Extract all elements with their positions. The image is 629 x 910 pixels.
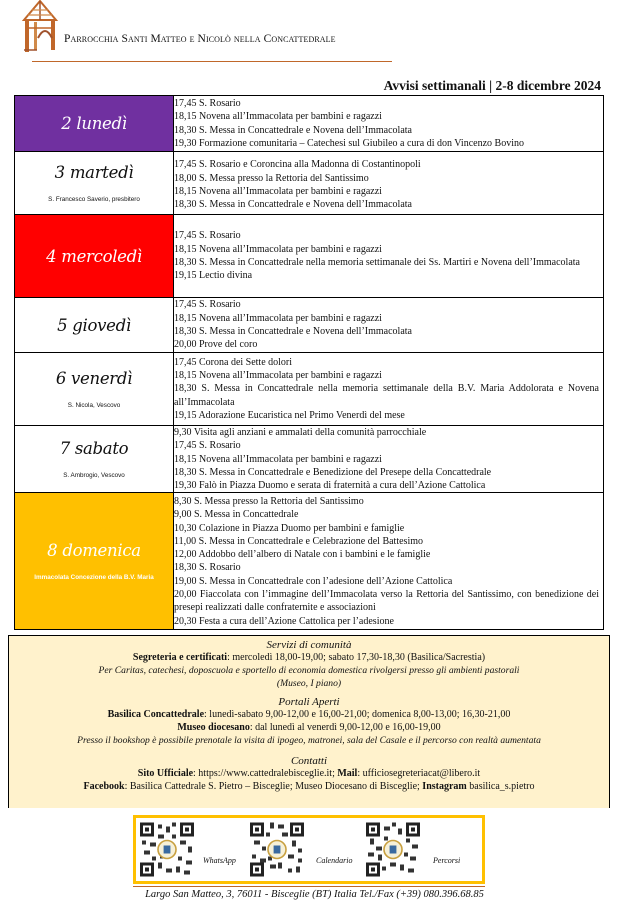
event-item: 9,30 Visita agli anziani e ammalati della comunità parrocchiale — [174, 427, 427, 438]
header-divider — [32, 61, 392, 62]
schedule-row-tuesday — [15, 152, 604, 215]
website-mail-line — [9, 767, 609, 780]
events-cell — [174, 493, 604, 630]
event-item: 18,30 S. Messa in Concattedrale e Novena dell’Immacolata — [174, 124, 412, 136]
event-item: 17,45 S. Rosario e Coroncina alla Madonna di Costantinopoli — [174, 159, 421, 171]
secretariat-label: Segreteria e certificati — [132, 652, 228, 663]
qr-label-calendario: Calendario — [316, 856, 353, 865]
day-cell — [15, 298, 174, 353]
saint-of-day: S. Francesco Saverio, presbitero — [48, 196, 140, 203]
event-item: 19,15 Adorazione Eucaristica nel Primo Venerdì del mese — [174, 409, 405, 421]
saint-of-day: Immacolata Concezione della B.V. Maria — [34, 574, 154, 582]
event-item: 18,30 S. Messa in Concattedrale e Novena dell’Immacolata — [174, 326, 412, 337]
event-item: 19,00 S. Messa in Concattedrale con l’adesione dell’Azione Cattolica — [174, 575, 453, 587]
museum-label: Museo diocesano — [177, 722, 250, 733]
mail-label: Mail — [337, 768, 358, 779]
facebook-value[interactable]: : Basilica Cattedrale S. Pietro – Bisceglie; Museo Diocesano di Bisceglie; — [124, 781, 423, 792]
event-item: 18,15 Novena all’Immacolata per bambini e ragazzi — [174, 312, 382, 324]
event-item: 17,45 S. Rosario — [174, 440, 241, 452]
schedule-row-thursday — [15, 298, 604, 353]
basilica-label: Basilica Concattedrale — [107, 709, 205, 720]
church-roof-logo-icon — [20, 0, 60, 54]
day-cell — [15, 215, 174, 298]
schedule-row-wednesday — [15, 215, 604, 298]
event-item: 18,15 Novena all’Immacolata per bambini e ragazzi — [174, 111, 382, 123]
saint-of-day: S. Nicola, Vescovo — [67, 402, 121, 409]
event-item: 19,30 Formazione comunitaria – Catechesi sul Giubileo a cura di don Vincenzo Bovino — [174, 137, 524, 149]
event-item: 18,30 S. Rosario — [174, 562, 241, 574]
facebook-label: Facebook — [83, 781, 125, 792]
museum-hours — [9, 721, 609, 734]
instagram-label: Instagram — [422, 781, 467, 792]
event-item: 8,30 S. Messa presso la Rettoria del Santissimo — [174, 496, 364, 507]
event-item: 20,00 Fiaccolata con l’immagine dell’Immacolata verso la Rettoria del Santissimo, con benedizione dei presepi realizzati dalle confraternite e associazioni — [174, 589, 599, 614]
day-name: 3 martedì — [54, 163, 134, 182]
day-name: 6 venerdì — [55, 369, 133, 388]
day-cell — [15, 96, 174, 152]
day-cell — [15, 353, 174, 426]
event-item: 10,30 Colazione in Piazza Duomo per bambini e famiglie — [174, 522, 405, 534]
event-item: 17,45 S. Rosario — [174, 230, 241, 242]
event-item: 20,30 Festa a cura dell’Azione Cattolica per l’adesione — [174, 615, 394, 627]
mail-link[interactable]: : ufficiosegreteriacat@libero.it — [357, 768, 481, 779]
event-item: 18,15 Novena all’Immacolata per bambini e ragazzi — [174, 370, 382, 382]
museum-value: : dal lunedì al venerdì 9,00-12,00 e 16,00-19,00 — [249, 722, 441, 733]
events-cell — [174, 426, 604, 493]
week-title: Avvisi settimanali | 2-8 dicembre 2024 — [383, 78, 601, 93]
saint-of-day: S. Ambrogio, Vescovo — [63, 472, 125, 480]
caritas-location: (Museo, I piano) — [276, 678, 342, 689]
secretariat-value: : mercoledì 18,00-19,00; sabato 17,30-18,30 (Basilica/Sacrestia) — [227, 652, 486, 663]
event-item: 19,30 Falò in Piazza Duomo e serata di fraternità a cura dell’Azione Cattolica — [174, 480, 486, 492]
day-cell — [15, 493, 174, 630]
day-name: 2 lunedì — [61, 114, 127, 133]
qr-code-icon[interactable] — [250, 822, 304, 877]
footer-divider — [133, 886, 485, 887]
day-name: 7 sabato — [59, 439, 129, 459]
event-item: 12,00 Addobbo dell’albero di Natale con i bambini e le famiglie — [174, 549, 431, 561]
schedule-row-friday — [15, 353, 604, 426]
event-item: 11,00 S. Messa in Concattedrale e Celebrazione del Battesimo — [174, 535, 424, 547]
instagram-value[interactable]: basilica_s.pietro — [466, 781, 535, 792]
community-services-title: Servizi di comunità — [266, 639, 352, 651]
schedule-row-sunday — [15, 493, 604, 630]
event-item: 18,30 S. Messa in Concattedrale nella memoria settimanale della B.V. Maria Addolorata e Novena all’Immacolata — [174, 383, 599, 408]
events-cell — [174, 353, 604, 426]
event-item: 18,30 S. Messa in Concattedrale e Benedizione del Presepe della Concattedrale — [174, 466, 492, 478]
site-label: Sito Ufficiale — [137, 768, 194, 779]
events-cell — [174, 152, 604, 215]
events-cell — [174, 215, 604, 298]
events-cell — [174, 298, 604, 353]
schedule-row-monday — [15, 96, 604, 152]
parish-name: Parrocchia Santi Matteo e Nicolò nella Concattedrale — [64, 33, 336, 45]
day-cell — [15, 426, 174, 493]
day-cell — [15, 152, 174, 215]
qr-codes-box — [133, 815, 485, 884]
site-link[interactable]: : https://www.cattedralebisceglie.it; — [193, 768, 338, 779]
event-item: 17,45 Corona dei Sette dolori — [174, 356, 293, 368]
day-name: 5 giovedì — [57, 315, 131, 335]
event-item: 18,30 S. Messa in Concattedrale e Novena dell’Immacolata — [174, 199, 412, 211]
event-item: 17,45 S. Rosario — [174, 97, 241, 109]
event-item: 17,45 S. Rosario — [174, 299, 241, 311]
events-cell — [174, 96, 604, 152]
social-line — [9, 780, 609, 793]
event-item: 20,00 Prove del coro — [174, 339, 258, 351]
day-name: 8 domenica — [47, 541, 141, 561]
qr-code-icon[interactable] — [140, 822, 194, 877]
basilica-value: : lunedì-sabato 9,00-12,00 e 16,00-21,00; domenica 8,00-13,00; 16,30-21,00 — [204, 709, 511, 720]
footer-address: Largo San Matteo, 3, 76011 - Bisceglie (BT) Italia Tel./Fax (+39) 080.396.68.85 — [145, 889, 484, 900]
event-item: 18,15 Novena all’Immacolata per bambini e ragazzi — [174, 186, 382, 197]
event-item: 19,15 Lectio divina — [174, 270, 253, 282]
qr-code-icon[interactable] — [366, 822, 420, 877]
caritas-note: Per Caritas, catechesi, doposcuola e sportello di economia domestica rivolgersi presso gli ambienti pastorali — [98, 665, 520, 676]
bookshop-note: Presso il bookshop è possibile prenotale la visita di ipogeo, matronei, sala del Casale e il percorso con realtà aumentata — [77, 735, 541, 746]
event-item: 18,00 S. Messa presso la Rettoria del Santissimo — [174, 172, 369, 184]
event-item: 9,00 S. Messa in Concattedrale — [174, 509, 299, 521]
event-item: 18,30 S. Messa in Concattedrale nella memoria settimanale dei Ss. Martiri e Novena dell’Immacolata — [174, 257, 580, 268]
event-item: 18,15 Novena all’Immacolata per bambini e ragazzi — [174, 243, 382, 255]
basilica-hours — [9, 708, 609, 721]
open-portals-title: Portali Aperti — [278, 696, 340, 708]
secretariat-hours — [9, 651, 609, 664]
qr-label-whatsapp: WhatsApp — [203, 856, 236, 865]
day-name: 4 mercoledì — [46, 246, 142, 266]
schedule-row-saturday — [15, 426, 604, 493]
weekly-schedule-table — [14, 95, 604, 630]
event-item: 18,15 Novena all’Immacolata per bambini e ragazzi — [174, 453, 382, 465]
services-box — [8, 635, 610, 808]
contacts-title: Contatti — [290, 755, 328, 767]
qr-label-percorsi: Percorsi — [433, 856, 461, 865]
